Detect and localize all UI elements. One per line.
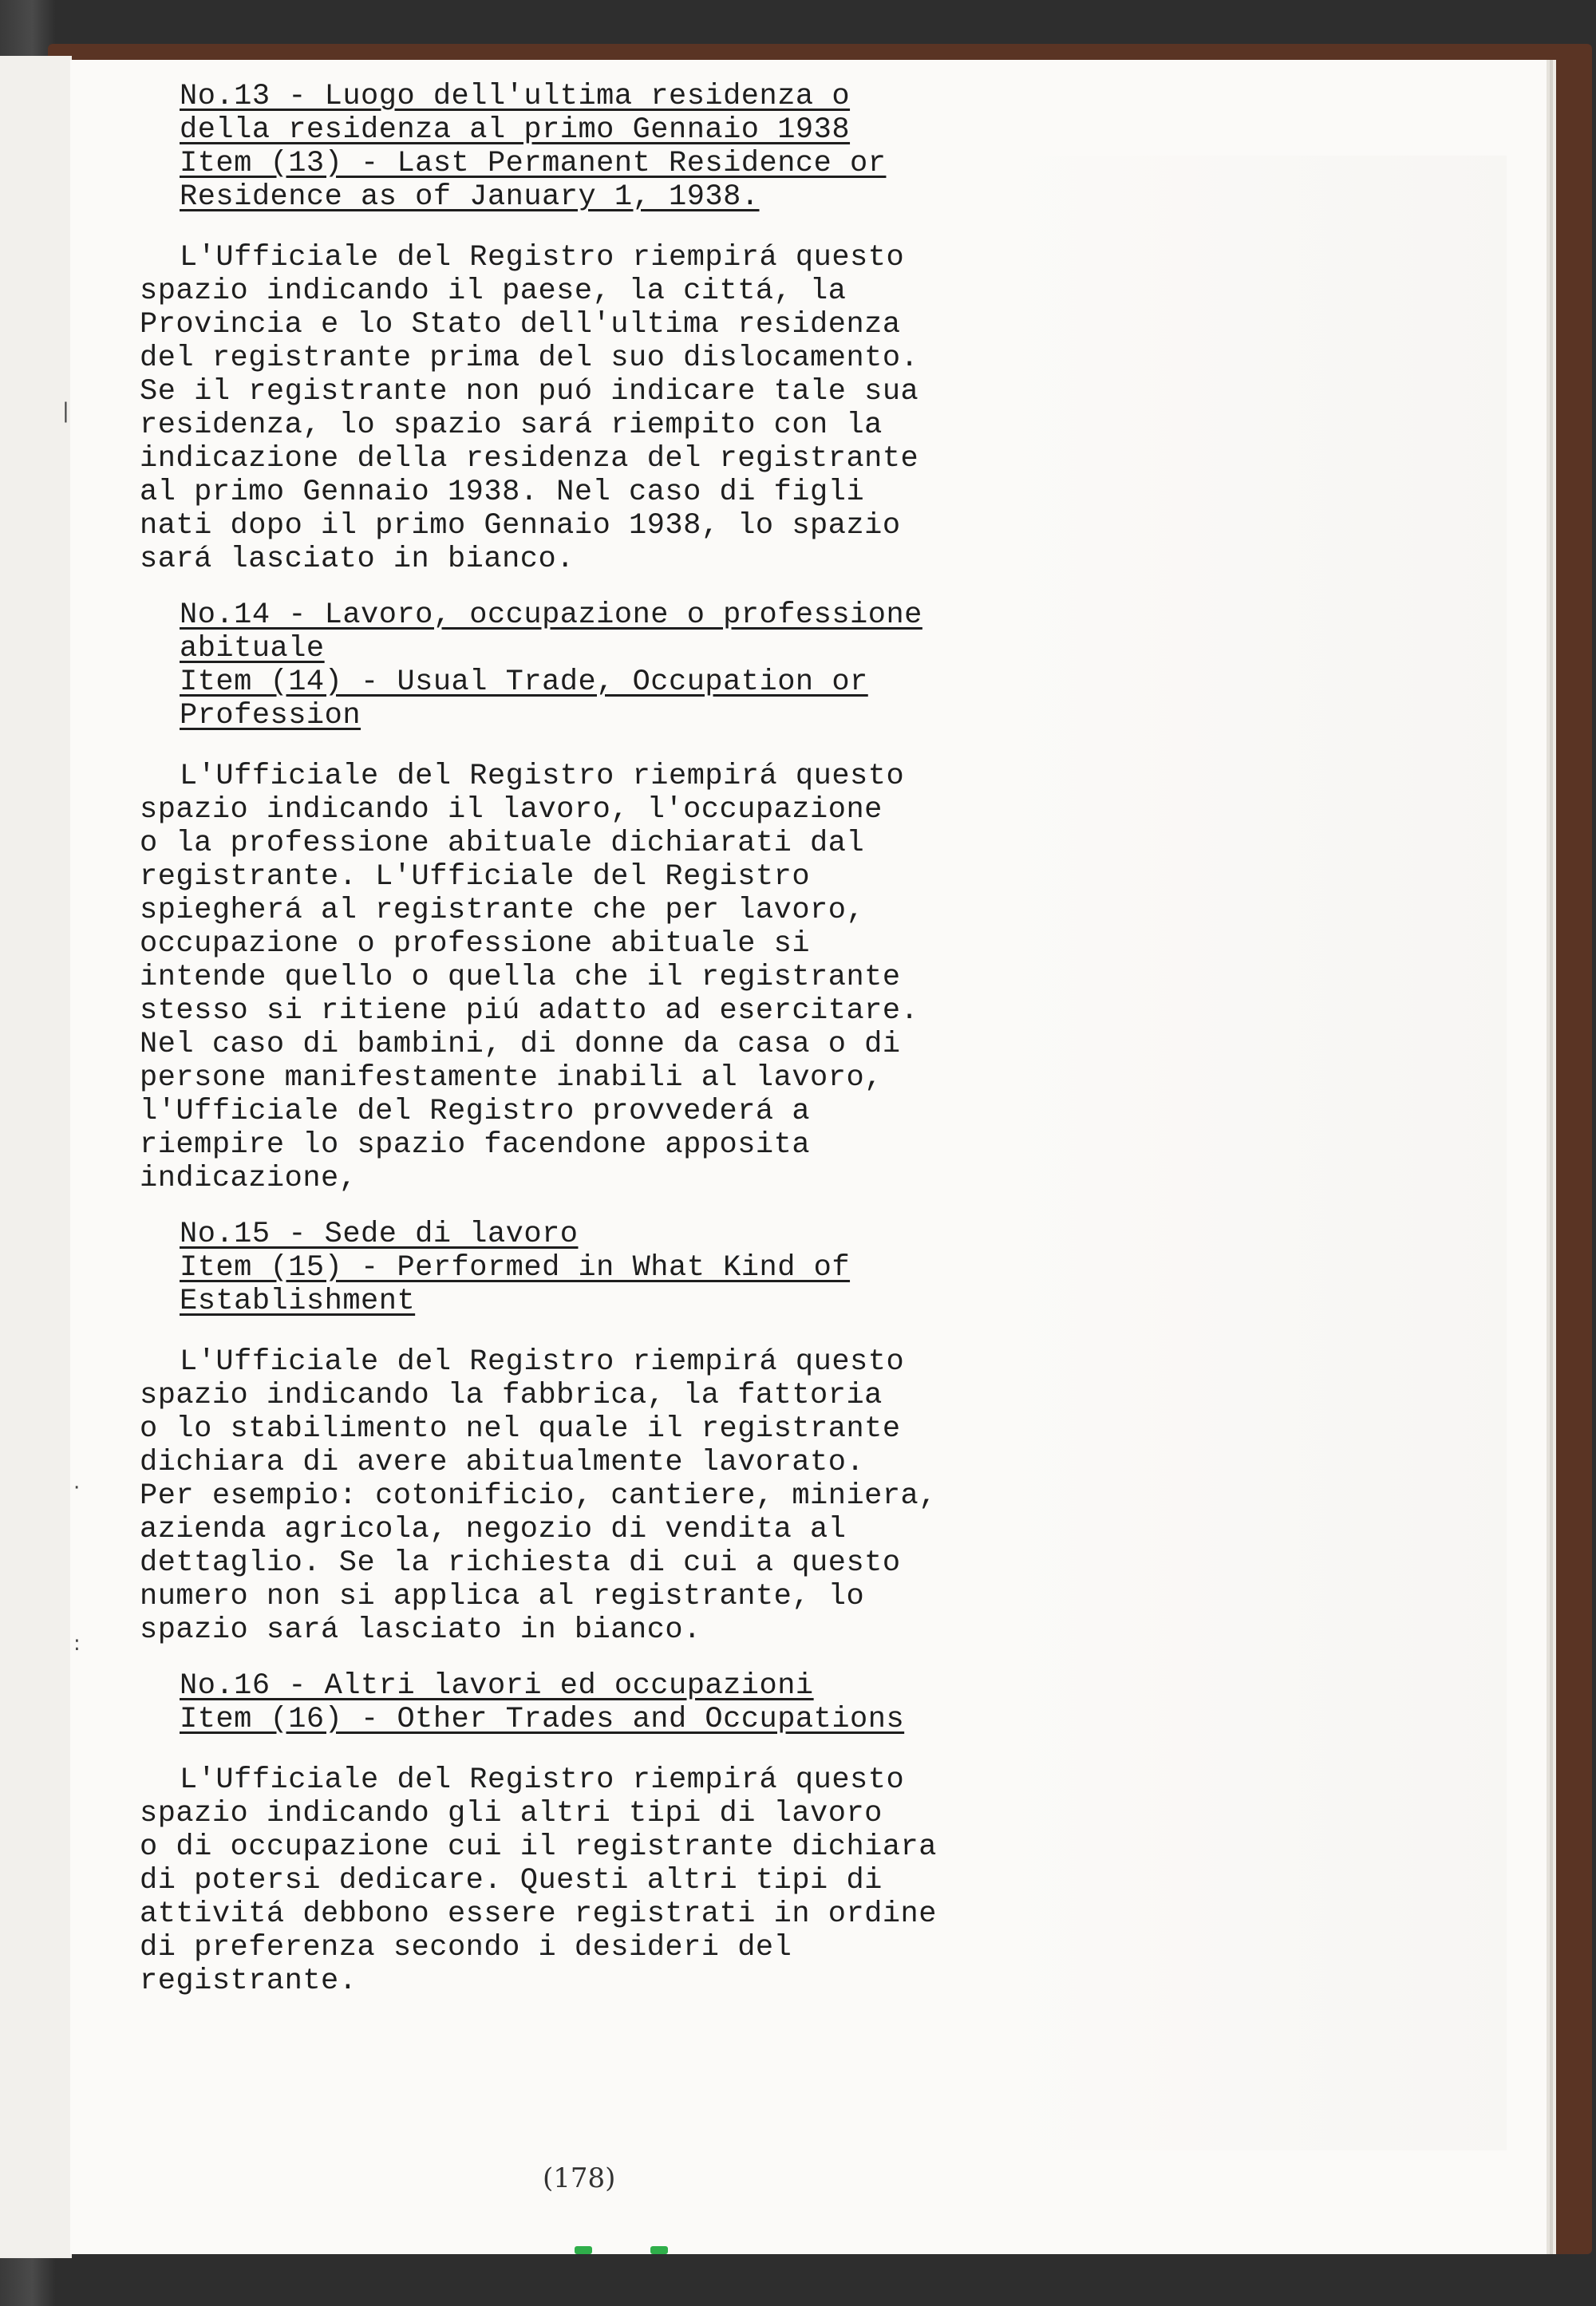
paragraph-line: attivitá debbono essere registrati in ordine bbox=[140, 1897, 937, 1931]
heading-line: Item (13) - Last Permanent Residence or bbox=[180, 147, 887, 180]
section-paragraph bbox=[140, 1345, 1177, 1647]
paragraph-line: Per esempio: cotonificio, cantiere, miniera, bbox=[140, 1479, 937, 1513]
paragraph-line: o la professione abituale dichiarati dal bbox=[140, 827, 865, 860]
paragraph-line: nati dopo il primo Gennaio 1938, lo spazio bbox=[140, 509, 901, 543]
paragraph-line: dichiara di avere abitualmente lavorato. bbox=[140, 1446, 865, 1479]
paragraph-line: registrante. L'Ufficiale del Registro bbox=[140, 860, 811, 894]
paragraph-line: spiegherá al registrante che per lavoro, bbox=[140, 894, 865, 927]
heading-line: Item (16) - Other Trades and Occupations bbox=[180, 1703, 905, 1736]
heading-line: No.16 - Altri lavori ed occupazioni bbox=[180, 1669, 814, 1703]
paragraph-line: numero non si applica al registrante, lo bbox=[140, 1580, 865, 1613]
paragraph-line: di preferenza secondo i desideri del bbox=[140, 1931, 792, 1964]
paragraph-line: spazio indicando gli altri tipi di lavoro bbox=[140, 1797, 883, 1830]
paragraph-line: Se il registrante non puó indicare tale sua bbox=[140, 375, 919, 409]
paragraph-line: al primo Gennaio 1938. Nel caso di figli bbox=[140, 476, 865, 509]
margin-tick-mark: | bbox=[62, 399, 69, 423]
margin-dot-mark: · bbox=[73, 1476, 81, 1500]
heading-line: Item (14) - Usual Trade, Occupation or bbox=[180, 665, 868, 699]
paragraph-line: spazio indicando la fabbrica, la fattoria bbox=[140, 1379, 883, 1412]
paragraph-line: spazio sará lasciato in bianco. bbox=[140, 1613, 701, 1647]
paragraph-line: Provincia e lo Stato dell'ultima residenza bbox=[140, 308, 901, 342]
section-paragraph bbox=[140, 241, 1177, 576]
paragraph-line: intende quello o quella che il registrante bbox=[140, 961, 901, 994]
paragraph-line: o di occupazione cui il registrante dichiara bbox=[140, 1830, 937, 1864]
section-heading bbox=[180, 80, 1177, 214]
paragraph-line: di potersi dedicare. Questi altri tipi di bbox=[140, 1864, 883, 1897]
heading-line: Establishment bbox=[180, 1285, 416, 1318]
page-number: (178) bbox=[543, 2162, 616, 2194]
paragraph-line: riempire lo spazio facendone apposita bbox=[140, 1128, 811, 1162]
heading-line: Item (15) - Performed in What Kind of bbox=[180, 1251, 851, 1285]
heading-line: Profession bbox=[180, 699, 361, 732]
section-paragraph bbox=[140, 1763, 1177, 1998]
paragraph-line: o lo stabilimento nel quale il registrante bbox=[140, 1412, 901, 1446]
paragraph-line: dettaglio. Se la richiesta di cui a questo bbox=[140, 1546, 901, 1580]
heading-line: No.13 - Luogo dell'ultima residenza o bbox=[180, 80, 851, 113]
scanner-color-marks bbox=[575, 2246, 678, 2256]
paragraph-line: indicazione della residenza del registrante bbox=[140, 442, 919, 476]
heading-line: abituale bbox=[180, 632, 325, 665]
section-item-16 bbox=[140, 1669, 1177, 1998]
paragraph-line: registrante. bbox=[140, 1964, 358, 1998]
paragraph-line: stesso si ritiene piú adatto ad esercitare. bbox=[140, 994, 919, 1028]
green-mark bbox=[575, 2246, 592, 2254]
green-mark bbox=[650, 2246, 668, 2254]
paragraph-line: Nel caso di bambini, di donne da casa o di bbox=[140, 1028, 901, 1061]
paragraph-line: spazio indicando il paese, la cittá, la bbox=[140, 274, 847, 308]
paragraph-line: L'Ufficiale del Registro riempirá questo bbox=[180, 1345, 905, 1379]
facing-page-edge bbox=[0, 56, 72, 2258]
section-item-15 bbox=[140, 1218, 1177, 1647]
section-heading bbox=[180, 598, 1177, 732]
heading-line: della residenza al primo Gennaio 1938 bbox=[180, 113, 851, 147]
section-heading bbox=[180, 1669, 1177, 1736]
paragraph-line: residenza, lo spazio sará riempito con la bbox=[140, 409, 883, 442]
paragraph-line: spazio indicando il lavoro, l'occupazione bbox=[140, 793, 883, 827]
paragraph-line: occupazione o professione abituale si bbox=[140, 927, 811, 961]
paragraph-line: l'Ufficiale del Registro provvederá a bbox=[140, 1095, 811, 1128]
section-item-14 bbox=[140, 598, 1177, 1195]
paragraph-line: persone manifestamente inabili al lavoro, bbox=[140, 1061, 883, 1095]
document-body bbox=[140, 80, 1177, 2020]
heading-line: No.15 - Sede di lavoro bbox=[180, 1218, 579, 1251]
paragraph-line: L'Ufficiale del Registro riempirá questo bbox=[180, 760, 905, 793]
paragraph-line: azienda agricola, negozio di vendita al bbox=[140, 1513, 847, 1546]
paragraph-line: L'Ufficiale del Registro riempirá questo bbox=[180, 241, 905, 274]
paragraph-line: del registrante prima del suo dislocamento. bbox=[140, 342, 919, 375]
paragraph-line: indicazione, bbox=[140, 1162, 358, 1195]
heading-line: Residence as of January 1, 1938. bbox=[180, 180, 760, 214]
paragraph-line: sará lasciato in bianco. bbox=[140, 543, 575, 576]
section-heading bbox=[180, 1218, 1177, 1318]
paragraph-line: L'Ufficiale del Registro riempirá questo bbox=[180, 1763, 905, 1797]
section-paragraph bbox=[140, 760, 1177, 1195]
margin-dot-mark: : bbox=[73, 1632, 81, 1656]
heading-line: No.14 - Lavoro, occupazione o professione bbox=[180, 598, 922, 632]
section-item-13 bbox=[140, 80, 1177, 576]
